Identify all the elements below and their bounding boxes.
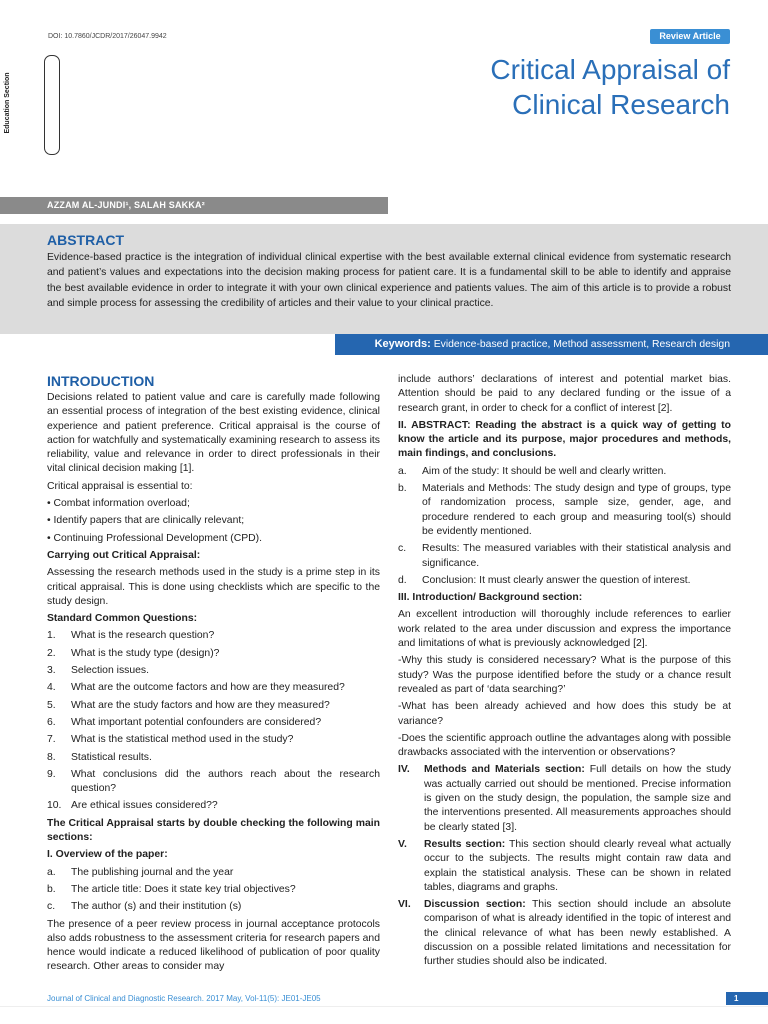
list-number: 9. bbox=[47, 768, 56, 780]
list-number: 2. bbox=[47, 647, 56, 659]
footer-rule bbox=[0, 1006, 768, 1007]
list-number: a. bbox=[47, 866, 56, 878]
paragraph: -Does the scientific approach outline the advantages along with possible drawbacks associated with the intervention or observations? bbox=[398, 732, 731, 759]
list-text: Materials and Methods: The study design and type of groups, type of randomization process, sample size, gender, age, and procedure rendered to each group and measuring tool(s) should be evidently mentioned. bbox=[422, 483, 731, 537]
list-number: 5. bbox=[47, 699, 56, 711]
list-number: 6. bbox=[47, 716, 56, 728]
list-number: c. bbox=[47, 901, 56, 913]
section-numeral: V. bbox=[398, 838, 407, 850]
section-text bbox=[424, 898, 731, 969]
list-number: c. bbox=[398, 543, 407, 555]
subheading: I. Overview of the paper: bbox=[47, 849, 168, 861]
section-text bbox=[424, 763, 731, 834]
list-item bbox=[47, 799, 380, 813]
list-item bbox=[398, 465, 731, 479]
page-number: 1 bbox=[726, 992, 768, 1005]
list-item bbox=[47, 681, 380, 695]
subheading: The Critical Appraisal starts by double checking the following main sections: bbox=[47, 817, 380, 844]
paragraph: An excellent introduction will thoroughly include references to earlier work related to the area under discussion and express the importance and limitations of what is previously acknowledged [2]. bbox=[398, 609, 731, 650]
paragraph: Critical appraisal is essential to: bbox=[47, 480, 193, 492]
subheading: Standard Common Questions: bbox=[47, 613, 198, 625]
authors: AZZAM AL-JUNDI¹, SALAH SAKKA² bbox=[47, 200, 205, 210]
journal-footer: Journal of Clinical and Diagnostic Research. 2017 May, Vol-11(5): JE01-JE05 bbox=[47, 994, 321, 1003]
paragraph: -What has been already achieved and how does this study be at variance? bbox=[398, 701, 731, 727]
section-heading: Discussion section: bbox=[424, 899, 526, 911]
section-numeral: VI. bbox=[398, 899, 411, 911]
list-number: a. bbox=[398, 465, 407, 477]
section-body: This section should clearly reveal what actually occur to the subjects. The results might contain raw data and explain the statistical analysis. These can be shown in related tables, diagrams and graphs. bbox=[424, 838, 731, 893]
section-body: This section should include an absolute comparison of what is already identified in the topic of interest and the clinical relevance of what has been newly established. A discussion on a possible related limitations and necessitation for further studies should also be indicated. bbox=[424, 899, 731, 968]
list-item bbox=[47, 629, 380, 643]
list-text: The article title: Does it state key trial objectives? bbox=[71, 883, 296, 895]
section-numeral: IV. bbox=[398, 764, 410, 776]
list-text: The publishing journal and the year bbox=[71, 866, 234, 878]
article-type-badge: Review Article bbox=[650, 29, 730, 44]
list-text: What is the study type (design)? bbox=[71, 647, 220, 659]
left-column bbox=[47, 373, 380, 978]
bullet-item: • Continuing Professional Development (CPD). bbox=[47, 532, 263, 544]
list-number: b. bbox=[398, 483, 407, 495]
paragraph: Decisions related to patient value and care is carefully made following an essential process of integration of the best existing evidence, clinical experience and patient preference. Critical appraisal is the course of action for watchfully and systematically examining research to assess its reliability, value and relevance in order to direct professionals in their vital clinical decision making [1]. bbox=[47, 392, 380, 475]
section-text bbox=[424, 838, 731, 895]
paragraph: Assessing the research methods used in the study is a prime step in its critical appraisal. This is done using checklists which are specific to the study design. bbox=[47, 567, 380, 607]
article-title bbox=[310, 52, 730, 122]
list-number: d. bbox=[398, 574, 407, 586]
list-item bbox=[47, 647, 380, 661]
section-item bbox=[398, 763, 731, 834]
title-line-1: Critical Appraisal of bbox=[490, 54, 730, 85]
list-item bbox=[47, 883, 380, 897]
section-tab bbox=[44, 55, 60, 155]
list-text: Statistical results. bbox=[71, 751, 152, 763]
list-item bbox=[398, 482, 731, 539]
list-text: Results: The measured variables with their statistical analysis and significance. bbox=[422, 543, 731, 569]
paragraph: include authors’ declarations of interest and potential market bias. Attention should be paid to any declared funding or the issue of a research grant, in order to check for a conflict of interest [2]. bbox=[398, 374, 731, 414]
doi: DOI: 10.7860/JCDR/2017/26047.9942 bbox=[48, 33, 167, 40]
list-number: b. bbox=[47, 883, 56, 895]
list-item bbox=[47, 751, 380, 765]
section-body: Full details on how the study was actually carried out should be mentioned. Precise information is given on the study design, the population, the sample size and the interventions presented. All measurements approaches should be clearly stated [3]. bbox=[424, 764, 732, 833]
section-heading: Methods and Materials section: bbox=[424, 764, 585, 776]
list-text: Conclusion: It must clearly answer the question of interest. bbox=[422, 574, 691, 586]
list-number: 4. bbox=[47, 682, 56, 694]
list-text: What important potential confounders are considered? bbox=[71, 716, 322, 728]
list-number: 8. bbox=[47, 751, 56, 763]
list-item bbox=[47, 866, 380, 880]
list-text: Selection issues. bbox=[71, 665, 149, 677]
section-label: Education Section bbox=[4, 72, 11, 134]
keywords-label: Keywords: bbox=[374, 338, 431, 350]
list-text: What are the outcome factors and how are they measured? bbox=[71, 682, 345, 694]
list-item bbox=[47, 768, 380, 797]
section-heading: Results section: bbox=[424, 838, 506, 850]
list-item bbox=[47, 664, 380, 678]
section-item bbox=[398, 838, 731, 895]
paragraph: The presence of a peer review process in journal acceptance protocols also adds robustness to the assessment criteria for research papers and hence would indicate a reduced likelihood of publication of poor quality research. Other areas to consider may bbox=[47, 918, 380, 973]
list-number: 7. bbox=[47, 734, 56, 746]
right-column bbox=[398, 373, 731, 973]
list-text: What is the research question? bbox=[71, 630, 215, 642]
title-line-2: Clinical Research bbox=[512, 89, 730, 120]
list-text: Aim of the study: It should be well and clearly written. bbox=[422, 465, 667, 477]
list-number: 1. bbox=[47, 630, 56, 642]
bullet-item: • Identify papers that are clinically relevant; bbox=[47, 515, 245, 527]
abstract-heading: ABSTRACT bbox=[47, 232, 124, 248]
subheading: Carrying out Critical Appraisal: bbox=[47, 549, 201, 561]
list-number: 3. bbox=[47, 665, 56, 677]
subheading: II. ABSTRACT: Reading the abstract is a quick way of getting to know the article and its purpose, major procedures and methods, main findings, and conclusions. bbox=[398, 419, 731, 460]
list-text: What are the study factors and how are they measured? bbox=[71, 699, 330, 711]
list-item bbox=[47, 699, 380, 713]
list-text: The author (s) and their institution (s) bbox=[71, 901, 242, 913]
abstract-text: Evidence-based practice is the integration of individual clinical expertise with the best available external clinical evidence from systematic research and patient’s values and expectations into the decision making process for patient care. It is a fundamental skill to be able to identify and appraise the best available evidence in order to integrate it with your own clinical experience and patients values. The aim of this article is to provide a robust and simple process for assessing the credibility of articles and their value to your clinical practice. bbox=[47, 252, 731, 309]
list-item bbox=[47, 900, 380, 914]
list-text: Are ethical issues considered?? bbox=[71, 800, 218, 812]
list-text: What is the statistical method used in the study? bbox=[71, 734, 294, 746]
section-item bbox=[398, 898, 731, 969]
list-number: 10. bbox=[47, 800, 62, 812]
paragraph: -Why this study is considered necessary? What is the purpose of this study? Was the purpose identified before the study or a chance result revealed as part of ‘data searching?’ bbox=[398, 655, 731, 695]
bullet-item: • Combat information overload; bbox=[47, 498, 190, 510]
keywords bbox=[338, 337, 730, 352]
list-item bbox=[47, 733, 380, 747]
list-item bbox=[398, 574, 731, 588]
list-text: What conclusions did the authors reach about the research question? bbox=[71, 768, 380, 795]
list-item bbox=[398, 542, 731, 571]
keywords-text: Evidence-based practice, Method assessment, Research design bbox=[433, 339, 730, 350]
subheading: III. Introduction/ Background section: bbox=[398, 592, 583, 604]
list-item bbox=[47, 716, 380, 730]
introduction-heading: INTRODUCTION bbox=[47, 373, 155, 389]
